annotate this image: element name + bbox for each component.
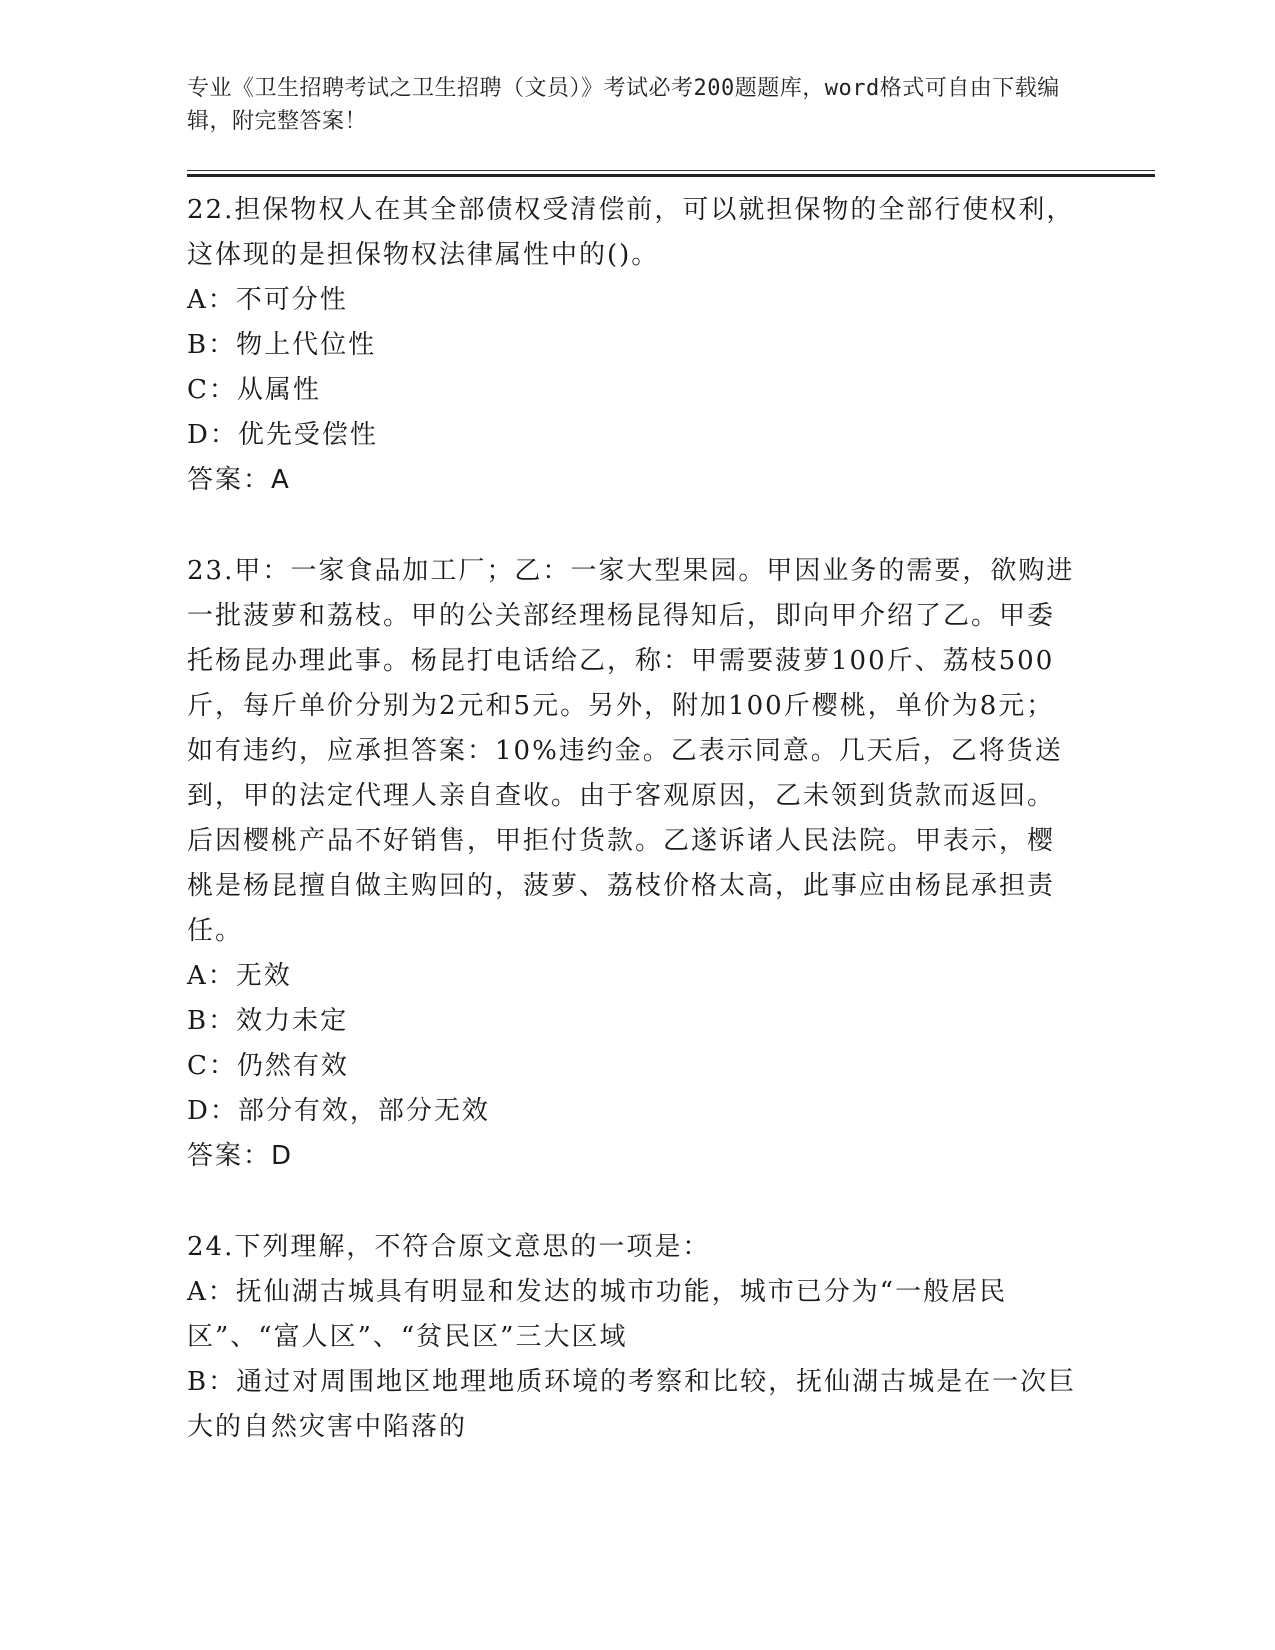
header-divider-thick — [187, 174, 1155, 177]
page-header: 专业《卫生招聘考试之卫生招聘（文员）》考试必考200题题库，word格式可自由下载编辑，附完整答案！ — [187, 76, 1060, 134]
question-23 — [187, 549, 1077, 1179]
question-24 — [187, 1225, 1077, 1450]
option-c: C：仍然有效 — [187, 1051, 349, 1081]
question-stem: 23.甲：一家食品加工厂；乙：一家大型果园。甲因业务的需要，欲购进一批菠萝和荔枝。甲的公关部经理杨昆得知后，即向甲介绍了乙。甲委托杨昆办理此事。杨昆打电话给乙，称：甲需要菠萝100斤、荔枝500斤，每斤单价分别为2元和5元。另外，附加100斤樱桃，单价为8元；如有违约，应承担答案：10%违约金。乙表示同意。几天后，乙将货送到，甲的法定代理人亲自查收。由于客观原因，乙未领到货款而返回。后因樱桃产品不好销售，甲拒付货款。乙遂诉诸人民法院。甲表示，樱桃是杨昆擅自做主购回的，菠萝、荔枝价格太高，此事应由杨昆承担责任。 — [187, 556, 1075, 946]
question-stem: 24.下列理解，不符合原文意思的一项是： — [187, 1232, 711, 1262]
option-a: A：不可分性 — [187, 285, 348, 315]
answer-label: 答案：A — [187, 465, 291, 495]
option-d: D：优先受偿性 — [187, 420, 378, 450]
option-b: B：效力未定 — [187, 1006, 349, 1036]
question-stem: 22.担保物权人在其全部债权受清偿前，可以就担保物的全部行使权利，这体现的是担保物权法律属性中的()。 — [187, 195, 1075, 270]
option-d: D：部分有效，部分无效 — [187, 1096, 490, 1126]
answer-label: 答案：D — [187, 1141, 294, 1171]
option-b: B：物上代位性 — [187, 330, 377, 360]
option-c: C：从属性 — [187, 375, 321, 405]
option-b: B：通过对周围地区地理地质环境的考察和比较，抚仙湖古城是在一次巨大的自然灾害中陷落的 — [187, 1367, 1077, 1442]
question-22 — [187, 188, 1077, 503]
option-a: A：无效 — [187, 961, 292, 991]
question-list — [187, 188, 1077, 1450]
option-a: A：抚仙湖古城具有明显和发达的城市功能，城市已分为“一般居民区”、“富人区”、“贫民区”三大区域 — [187, 1277, 1008, 1352]
header-divider-thin — [187, 170, 1155, 171]
